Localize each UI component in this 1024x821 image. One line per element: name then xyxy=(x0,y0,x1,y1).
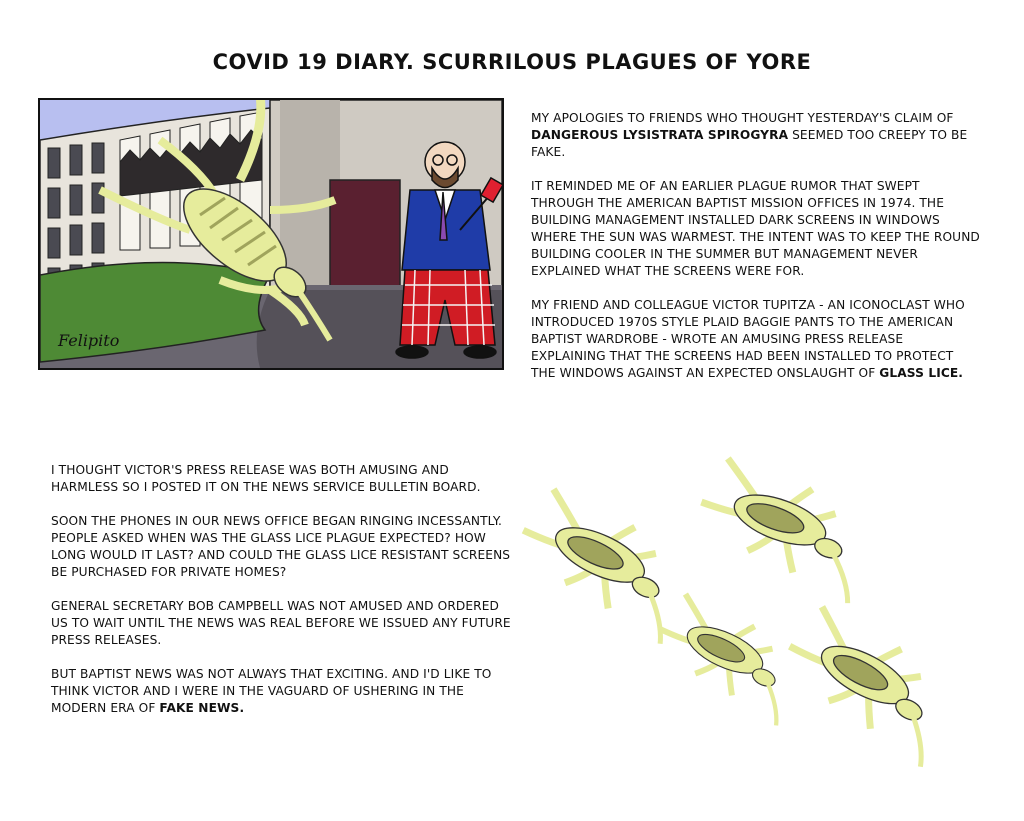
glass-louse-icon xyxy=(644,590,811,725)
paragraph: GENERAL SECRETARY BOB CAMPBELL WAS NOT AMUSED AND ORDERED US TO WAIT UNTIL THE NEWS WAS REAL BEFORE WE ISSUED ANY FUTURE PRESS RELEASES. xyxy=(51,599,511,647)
paragraph: SOON THE PHONES IN OUR NEWS OFFICE BEGAN RINGING INCESSANTLY. PEOPLE ASKED WHEN WAS THE GLASS LICE PLAGUE EXPECTED? HOW LONG WOULD IT LAST? AND COULD THE GLASS LICE RESISTANT SCREENS BE PURCHASED FOR PRIVATE HOMES? xyxy=(51,514,511,579)
glass-louse-icon xyxy=(686,455,880,603)
paragraph: BUT BAPTIST NEWS WAS NOT ALWAYS THAT EXCITING. AND I'D LIKE TO THINK VICTOR AND I WERE IN THE VAGUARD OF USHERING IN THE MODERN ERA OF FAKE NEWS. xyxy=(51,667,492,715)
left-text-column xyxy=(51,462,511,717)
comic-panel xyxy=(38,98,504,370)
paragraph: I THOUGHT VICTOR'S PRESS RELEASE WAS BOTH AMUSING AND HARMLESS SO I POSTED IT ON THE NEWS SERVICE BULLETIN BOARD. xyxy=(51,463,481,494)
right-text-column xyxy=(531,110,981,382)
paragraph: MY APOLOGIES TO FRIENDS WHO THOUGHT YESTERDAY'S CLAIM OF DANGEROUS LYSISTRATA SPIROGYRA SEEMED TOO CREEPY TO BE FAKE. xyxy=(531,111,968,159)
paragraph: MY FRIEND AND COLLEAGUE VICTOR TUPITZA - AN ICONOCLAST WHO INTRODUCED 1970S STYLE PLAID BAGGIE PANTS TO THE AMERICAN BAPTIST WARDROBE - WROTE AN AMUSING PRESS RELEASE EXPLAINING THAT THE SCREENS HAD BEEN INSTALLED TO PROTECT THE WINDOWS AGAINST AN EXPECTED ONSLAUGHT OF GLASS LICE. xyxy=(531,298,965,380)
panel-illustration xyxy=(40,100,502,368)
paragraph: IT REMINDED ME OF AN EARLIER PLAGUE RUMOR THAT SWEPT THROUGH THE AMERICAN BAPTIST MISSION OFFICES IN 1974. THE BUILDING MANAGEMENT INSTALLED DARK SCREENS IN WINDOWS WHERE THE SUN WAS WARMEST. THE INTENT WAS TO KEEP THE ROUND BUILDING COOLER IN THE SUMMER BUT MANAGEMENT NEVER EXPLAINED WHAT THE SCREENS WERE FOR. xyxy=(531,179,980,278)
artist-signature: Felipito xyxy=(58,331,120,350)
page-title: COVID 19 DIARY. SCURRILOUS PLAGUES OF YORE xyxy=(212,50,812,74)
lice-illustration xyxy=(505,425,975,785)
glass-louse-icon xyxy=(769,602,965,767)
glass-louse-icon xyxy=(505,485,700,644)
glass-lice-swarm xyxy=(505,425,975,785)
